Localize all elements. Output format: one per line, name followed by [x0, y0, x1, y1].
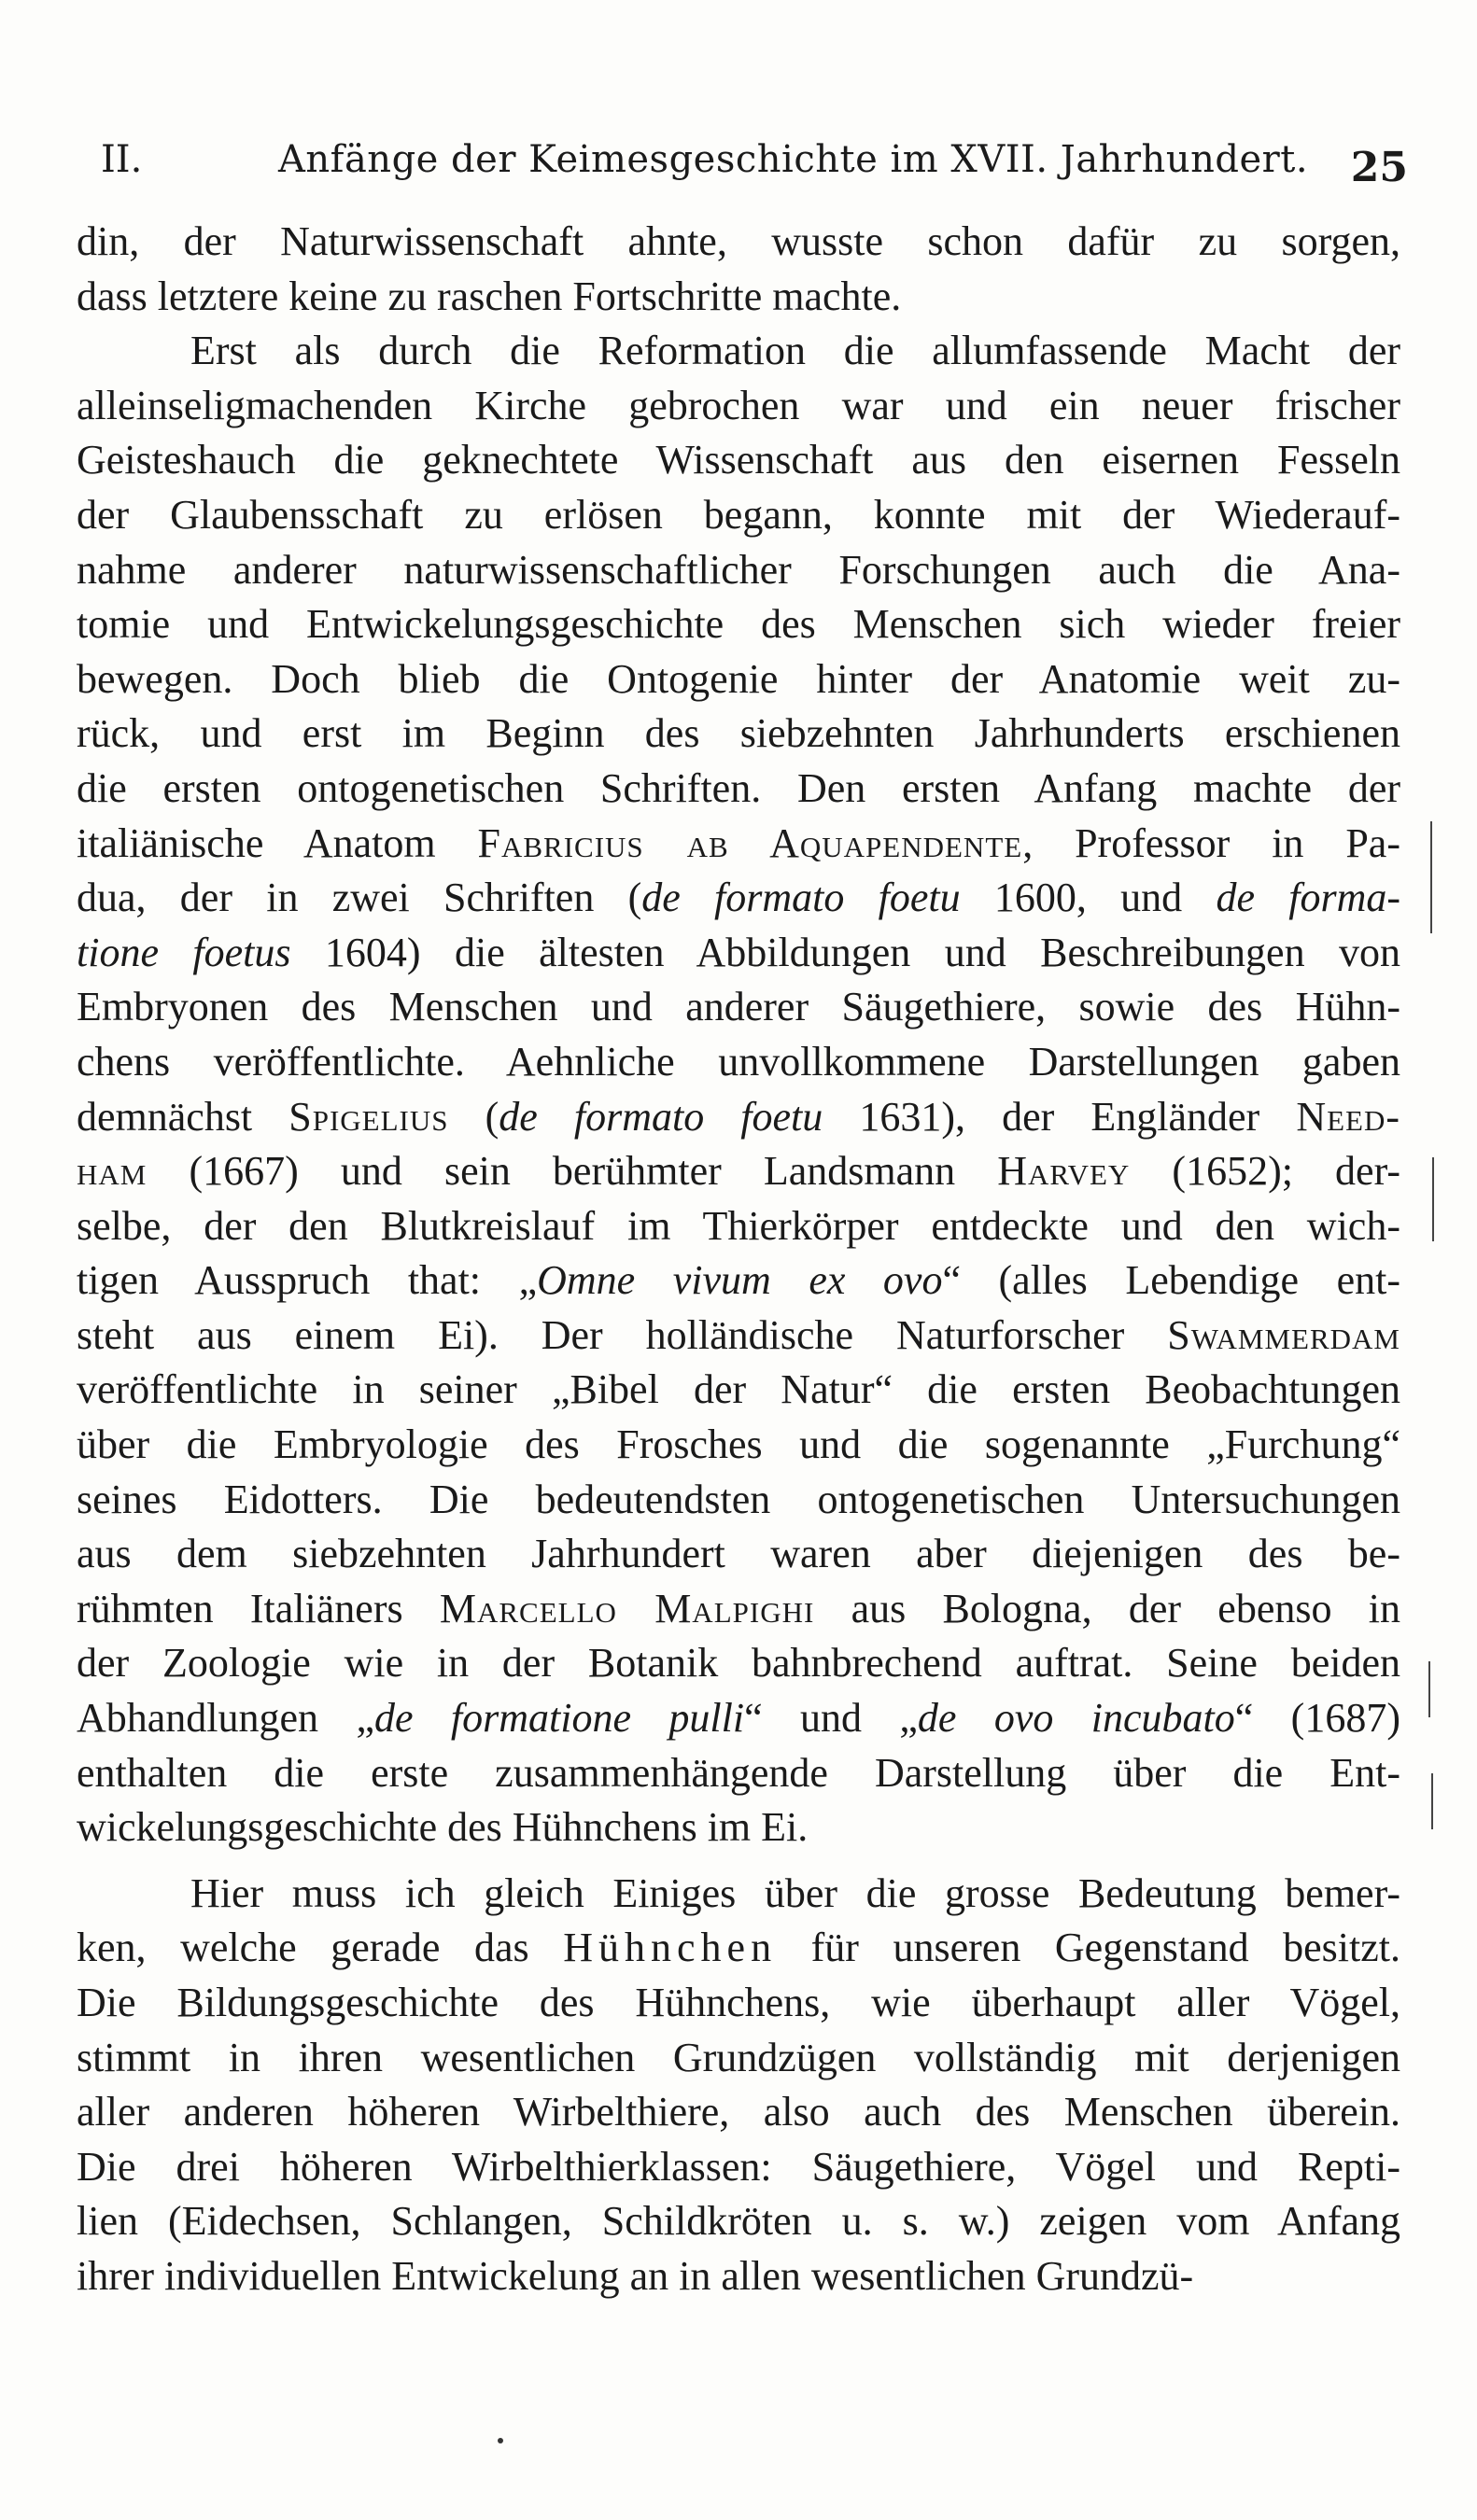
italic-title: tione foetus: [77, 929, 291, 975]
text-run: stimmt in ihren wesentlichen Grundzügen vollständig mit derjenigen: [77, 2034, 1400, 2080]
text-run: Die drei höheren Wirbelthierklassen: Säugethiere, Vögel und Repti-: [77, 2143, 1400, 2190]
author-name: ham: [77, 1148, 148, 1195]
text-run: 1604) die ältesten Abbildungen und Beschreibungen von: [290, 929, 1400, 975]
text-line: [77, 215, 1400, 270]
italic-title: Omne vivum ex ovo: [537, 1257, 943, 1304]
text-line: [77, 433, 1400, 488]
text-line: [77, 1363, 1400, 1418]
text-run: aus dem siebzehnten Jahrhundert waren aber diejenigen des be-: [77, 1531, 1400, 1577]
text-run: bewegen. Doch blieb die Ontogenie hinter der Anatomie weit zu-: [77, 655, 1400, 702]
text-run: über die Embryologie des Frosches und die sogenannte „Furchung“: [77, 1421, 1400, 1468]
text-line: [77, 379, 1400, 434]
text-run: chens veröffentlichte. Aehnliche unvollkommene Darstellungen gaben: [77, 1038, 1400, 1085]
text-line: [77, 1636, 1400, 1691]
text-line: [77, 488, 1400, 543]
italic-title: de formato foetu: [499, 1093, 823, 1140]
text-line: [77, 1691, 1400, 1746]
text-line: [77, 1867, 1400, 1922]
text-line: [77, 1199, 1400, 1254]
text-run: “ und „: [744, 1695, 918, 1742]
text-line: [77, 324, 1400, 379]
text-run: rühmten Italiäners: [77, 1585, 440, 1631]
text-run: tomie und Entwickelungsgeschichte des Menschen sich wieder freier: [77, 601, 1400, 648]
text-run: nahme anderer naturwissenschaftlicher Forschungen auch die Ana-: [77, 546, 1400, 593]
paragraph: [77, 324, 1400, 1855]
text-line: [77, 652, 1400, 707]
text-run: (1652); der-: [1130, 1148, 1400, 1195]
text-run: die ersten ontogenetischen Schriften. Den ersten Anfang machte der: [77, 764, 1400, 811]
text-line: [77, 1473, 1400, 1528]
text-line: [77, 1746, 1400, 1801]
text-line: [77, 926, 1400, 981]
text-run: der Zoologie wie in der Botanik bahnbrechend auftrat. Seine beiden: [77, 1640, 1400, 1687]
text-line: [77, 1527, 1400, 1582]
text-line: [77, 871, 1400, 926]
text-line: [77, 1309, 1400, 1364]
text-line: [77, 597, 1400, 652]
text-run: der Glaubensschaft zu erlösen begann, konnte mit der Wiederauf-: [77, 491, 1400, 538]
text-run: Hier muss ich gleich Einiges über die grosse Bedeutung bemer-: [190, 1869, 1400, 1916]
text-run: rück, und erst im Beginn des siebzehnten Jahrhunderts erschienen: [77, 710, 1400, 757]
text-line: [77, 1582, 1400, 1637]
page-number: 25: [1350, 144, 1408, 191]
text-run: Erst als durch die Reformation die allumfassende Macht der: [190, 328, 1400, 374]
author-name: Fabricius ab Aquapendente: [477, 819, 1023, 866]
paragraph: [77, 1867, 1400, 2304]
text-line: [77, 543, 1400, 598]
text-line: [77, 1035, 1400, 1090]
italic-title: de forma-: [1216, 875, 1401, 921]
text-run: demnächst: [77, 1093, 289, 1140]
text-run: (1667) und sein berühmter Landsmann: [147, 1148, 998, 1195]
text-run: “ (alles Lebendige ent-: [942, 1257, 1400, 1304]
text-run: din, der Naturwissenschaft ahnte, wusste schon dafür zu sorgen,: [77, 218, 1400, 264]
text-run: dua, der in zwei Schriften (: [77, 875, 642, 921]
text-run: selbe, der den Blutkreislauf im Thierkörper entdeckte und den wich-: [77, 1202, 1400, 1249]
text-run: tigen Ausspruch that: „: [77, 1257, 538, 1304]
italic-title: de ovo incubato: [917, 1695, 1235, 1742]
text-run: alleinseligmachenden Kirche gebrochen war und ein neuer frischer: [77, 382, 1400, 428]
author-name: Spigelius: [288, 1093, 449, 1140]
text-run: enthalten die erste zusammenhängende Darstellung über die Ent-: [77, 1749, 1400, 1796]
text-line: [77, 1800, 1400, 1855]
text-run: italiänische Anatom: [77, 819, 478, 866]
author-name: Marcello Malpighi: [439, 1585, 815, 1631]
text-line: [77, 2194, 1400, 2249]
text-line: [77, 1144, 1400, 1199]
text-run: lien (Eidechsen, Schlangen, Schildkröten u. s. w.) zeigen vom Anfang: [77, 2198, 1400, 2245]
text-line: [77, 1090, 1400, 1145]
text-run: für unseren Gegenstand besitzt.: [777, 1925, 1400, 1971]
text-run: steht aus einem Ei). Der holländische Naturforscher: [77, 1311, 1168, 1358]
section-number: II.: [101, 138, 143, 181]
running-title: Anfänge der Keimesgeschichte im XVII. Jahrhundert.: [278, 138, 1309, 181]
text-line: [77, 762, 1400, 817]
text-run: dass letztere keine zu raschen Fortschritte machte.: [77, 273, 902, 319]
text-line: [77, 980, 1400, 1035]
text-run: , Professor in Pa-: [1022, 819, 1400, 866]
text-run: ken, welche gerade das: [77, 1925, 564, 1971]
text-run: Embryonen des Menschen und anderer Säugethiere, sowie des Hühn-: [77, 984, 1400, 1030]
text-run: aus Bologna, der ebenso in: [814, 1585, 1400, 1631]
author-name: Swammerdam: [1167, 1311, 1400, 1358]
text-run: ihrer individuellen Entwickelung an in allen wesentlichen Grundzü-: [77, 2252, 1194, 2299]
text-run: (: [448, 1093, 499, 1140]
margin-mark: [1431, 1773, 1433, 1829]
text-line: [77, 707, 1400, 762]
text-run: aller anderen höheren Wirbelthiere, also auch des Menschen überein.: [77, 2089, 1400, 2135]
text-run: 1631), der Engländer: [823, 1093, 1297, 1140]
text-line: [77, 2031, 1400, 2086]
text-run: Geisteshauch die geknechtete Wissenschaft aus den eisernen Fesseln: [77, 437, 1400, 483]
text-run: seines Eidotters. Die bedeutendsten ontogenetischen Untersuchungen: [77, 1476, 1400, 1522]
body-text: [77, 215, 1400, 2304]
running-header: [101, 138, 1408, 213]
text-line: [77, 2249, 1400, 2304]
paragraph: [77, 215, 1400, 324]
text-line: [77, 1976, 1400, 2031]
text-line: [77, 2140, 1400, 2195]
margin-mark: [1430, 821, 1432, 933]
text-run: Abhandlungen „: [77, 1695, 374, 1742]
italic-title: de formatione pulli: [373, 1695, 745, 1742]
italic-title: de formato foetu: [641, 875, 961, 921]
author-name: Need-: [1296, 1093, 1400, 1140]
text-run: “ (1687): [1234, 1695, 1400, 1742]
text-line: [77, 1253, 1400, 1309]
text-line: [77, 270, 1400, 325]
text-run: 1600, und: [960, 875, 1217, 921]
text-run: wickelungsgeschichte des Hühnchens im Ei.: [77, 1804, 809, 1851]
text-line: [77, 2085, 1400, 2140]
text-line: [77, 1418, 1400, 1473]
text-line: [77, 817, 1400, 872]
margin-mark: [1432, 1157, 1434, 1241]
margin-mark: [1428, 1661, 1430, 1717]
text-line: [77, 1921, 1400, 1976]
stray-dot: [498, 2438, 503, 2443]
text-run: Die Bildungsgeschichte des Hühnchens, wie überhaupt aller Vögel,: [77, 1980, 1400, 2025]
author-name: Harvey: [997, 1148, 1131, 1195]
text-run: Hühnchen: [563, 1925, 778, 1971]
text-run: veröffentlichte in seiner „Bibel der Natur“ die ersten Beobachtungen: [77, 1366, 1400, 1413]
